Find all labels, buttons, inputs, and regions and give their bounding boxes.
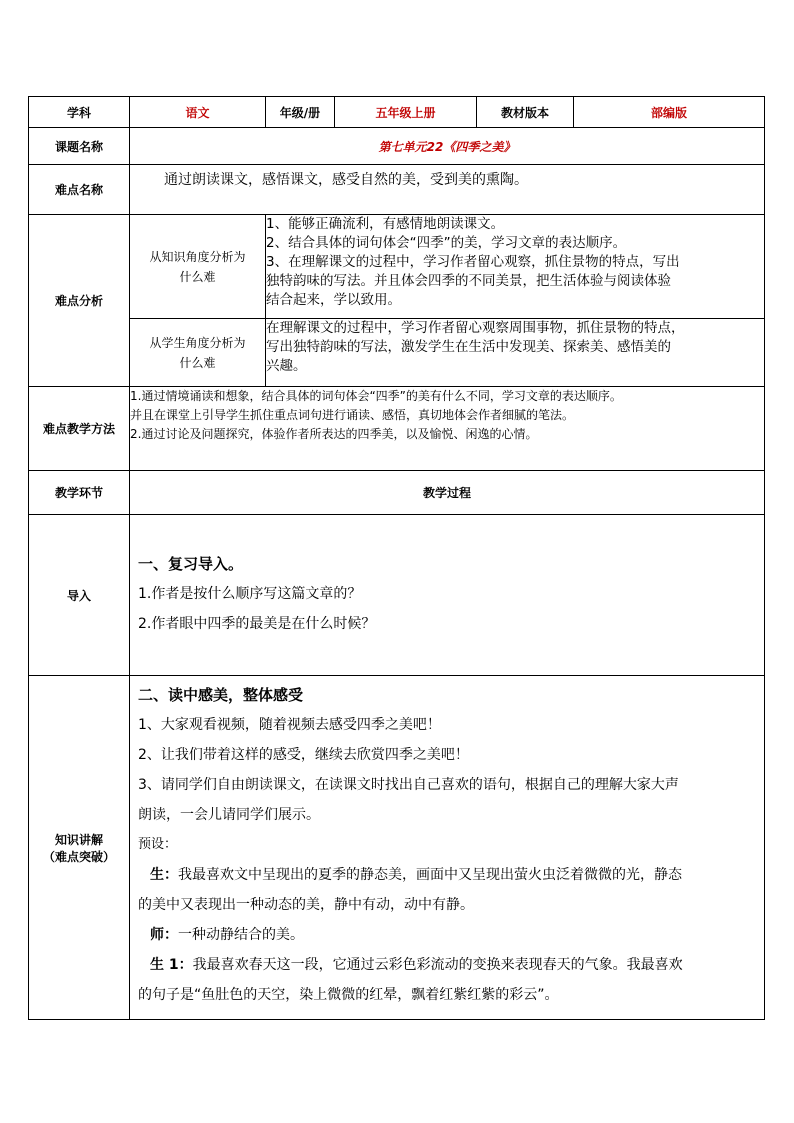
knowledge-angle-label-line: 从知识角度分析为 xyxy=(149,249,246,264)
process-step-label: 教学环节 xyxy=(29,471,130,515)
grade-label: 年级/册 xyxy=(266,97,335,128)
difficulty-value: 通过朗读课文，感悟课文，感受自然的美，受到美的熏陶。 xyxy=(130,165,765,215)
subject-value: 语文 xyxy=(130,97,266,128)
knowledge-row xyxy=(29,676,765,1020)
knowledge-section-label-line: 知识讲解 xyxy=(54,832,103,847)
student-angle-label-line: 从学生角度分析为 xyxy=(149,335,246,350)
intro-content xyxy=(130,515,765,676)
text-line: 结合起来，学以致用。 xyxy=(266,292,401,308)
method-content xyxy=(130,387,765,471)
student-answer-cont: 的句子是“鱼肚色的天空，染上微微的红晕，飘着红紫红紫的彩云”。 xyxy=(138,987,559,1003)
difficulty-row xyxy=(29,165,765,215)
intro-row xyxy=(29,515,765,676)
paragraph: 2、让我们带着这样的感受，继续去欣赏四季之美吧！ xyxy=(138,747,469,763)
text-line: 兴趣。 xyxy=(266,358,307,374)
intro-label: 导入 xyxy=(29,515,130,676)
speaker-label: 生： xyxy=(150,867,178,883)
knowledge-section-label-line: （难点突破） xyxy=(42,849,115,864)
analysis-student-row xyxy=(29,319,765,387)
topic-value: 第七单元22《四季之美》 xyxy=(130,128,765,165)
grade-value: 五年级上册 xyxy=(335,97,477,128)
student-angle-content xyxy=(266,319,765,387)
process-header-row xyxy=(29,471,765,515)
subject-label: 学科 xyxy=(29,97,130,128)
text-line: 2.通过讨论及问题探究，体验作者所表达的四季美，以及愉悦、闲逸的心情。 xyxy=(130,427,538,441)
answer-text: 我最喜欢春天这一段，它通过云彩色彩流动的变换来表现春天的气象。我最喜欢 xyxy=(192,957,683,973)
knowledge-section-content xyxy=(130,676,765,1020)
text-line: 3、在理解课文的过程中，学习作者留心观察，抓住景物的特点，写出 xyxy=(266,254,680,270)
difficulty-label: 难点名称 xyxy=(29,165,130,215)
text-line: 独特韵味的写法。并且体会四季的不同美景，把生活体验与阅读体验 xyxy=(266,273,671,289)
speaker-label: 师： xyxy=(150,927,178,943)
comment-text: 一种动静结合的美。 xyxy=(178,927,304,943)
knowledge-section-label xyxy=(29,676,130,1020)
intro-question: 1.作者是按什么顺序写这篇文章的？ xyxy=(138,586,362,602)
edition-label: 教材版本 xyxy=(477,97,574,128)
text-line: 1、能够正确流利，有感情地朗读课文。 xyxy=(266,216,505,232)
student-answer xyxy=(138,950,756,980)
method-label: 难点教学方法 xyxy=(29,387,130,471)
paragraph: 3、请同学们自由朗读课文，在读课文时找出自己喜欢的语句，根据自己的理解大家大声 xyxy=(138,777,679,793)
intro-question: 2.作者眼中四季的最美是在什么时候？ xyxy=(138,616,376,632)
student-angle-label-line: 什么难 xyxy=(179,355,216,370)
text-line: 在理解课文的过程中，学习作者留心观察周围事物，抓住景物的特点， xyxy=(266,320,685,336)
analysis-knowledge-row xyxy=(29,215,765,319)
paragraph: 1、大家观看视频，随着视频去感受四季之美吧！ xyxy=(138,717,441,733)
answer-text: 我最喜欢文中呈现出的夏季的静态美，画面中又呈现出萤火虫泛着微微的光，静态 xyxy=(178,867,682,883)
header-row xyxy=(29,97,765,128)
text-line: 并且在课堂上引导学生抓住重点词句进行诵读、感悟，真切地体会作者细腻的笔法。 xyxy=(130,408,575,422)
lesson-plan-table xyxy=(28,96,765,1020)
knowledge-angle-label xyxy=(130,215,266,319)
speaker-label: 生 1： xyxy=(150,957,193,973)
student-answer-cont: 的美中又表现出一种动态的美，静中有动，动中有静。 xyxy=(138,897,474,913)
preset-label: 预设： xyxy=(138,837,178,852)
section-heading: 二、读中感美，整体感受 xyxy=(138,686,304,704)
knowledge-angle-label-line: 什么难 xyxy=(179,269,216,284)
text-line: 写出独特韵味的写法，激发学生在生活中发现美、探索美、感悟美的 xyxy=(266,339,671,355)
method-row xyxy=(29,387,765,471)
teacher-comment xyxy=(138,920,756,950)
student-angle-label xyxy=(130,319,266,387)
student-answer xyxy=(138,860,756,890)
text-line: 1.通过情境诵读和想象，结合具体的词句体会“四季”的美有什么不同，学习文章的表达顺序。 xyxy=(130,389,622,403)
edition-value: 部编版 xyxy=(574,97,765,128)
topic-row xyxy=(29,128,765,165)
topic-label: 课题名称 xyxy=(29,128,130,165)
intro-heading: 一、复习导入。 xyxy=(138,555,244,573)
text-line: 2、结合具体的词句体会“四季”的美，学习文章的表达顺序。 xyxy=(266,235,627,251)
knowledge-angle-content xyxy=(266,215,765,319)
analysis-label: 难点分析 xyxy=(29,215,130,387)
paragraph: 朗读，一会儿请同学们展示。 xyxy=(138,807,320,823)
process-label: 教学过程 xyxy=(130,471,765,515)
